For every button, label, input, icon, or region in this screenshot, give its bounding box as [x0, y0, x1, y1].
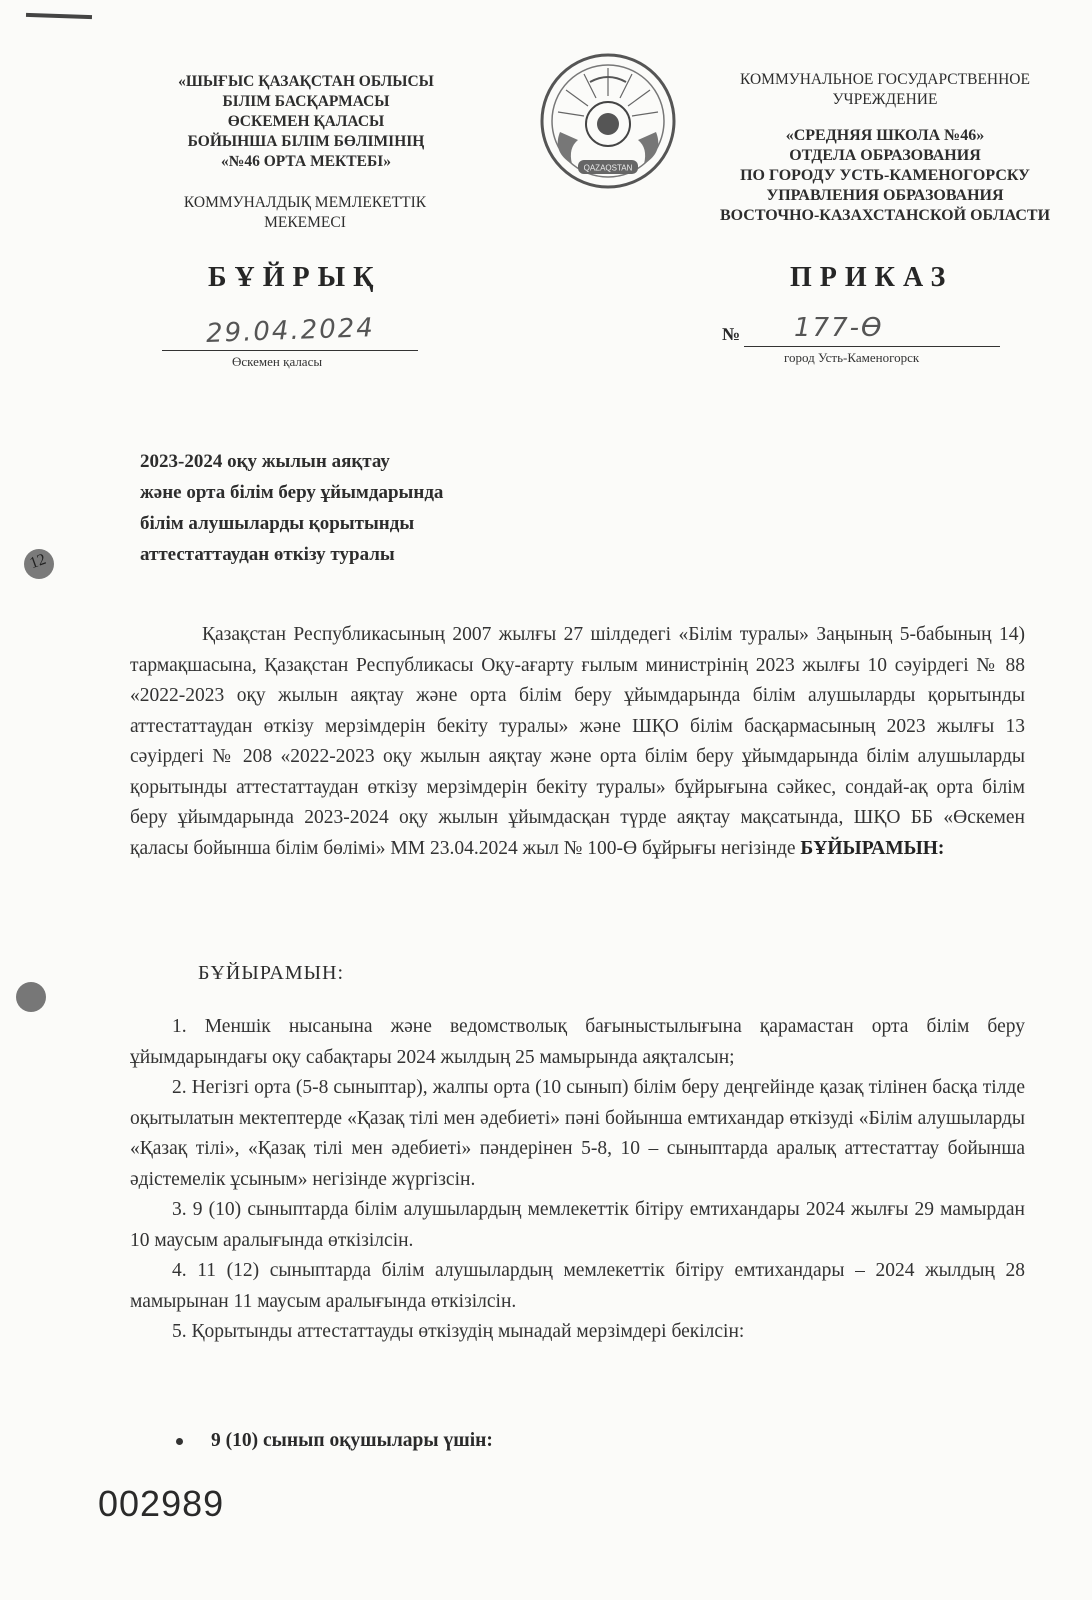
number-label: № — [722, 324, 741, 344]
number-underline — [744, 346, 1000, 347]
order-item: 1. Меншік нысанына және ведомстволық бағыныстылығына қарамастан орта білім беру ұйымдарындағы оқу сабақтары 2024 жылдың 25 мамырында аяқталсын; — [130, 1016, 1025, 1068]
order-item: 4. 11 (12) сыныптарда білім алушылардың мемлекеттік бітіру емтихандары – 2024 жылдың 28 мамырынан 11 маусым аралығында өткізілсін. — [130, 1260, 1025, 1312]
bullet-item — [176, 1430, 493, 1452]
state-emblem-icon — [538, 52, 678, 190]
order-items — [130, 1012, 1025, 1348]
order-heading: БҰЙЫРАМЫН: — [198, 962, 345, 984]
org-kz-line: «№46 ОРТА МЕКТЕБІ» — [221, 153, 391, 170]
order-subject — [140, 446, 600, 570]
handwritten-number: 177-Ө — [794, 313, 884, 343]
subject-line: 2023-2024 оқу жылын аяқтау — [140, 451, 390, 472]
punch-hole — [24, 549, 54, 579]
org-ru-line: ОТДЕЛА ОБРАЗОВАНИЯ — [789, 147, 981, 164]
org-ru-line: УПРАВЛЕНИЯ ОБРАЗОВАНИЯ — [766, 187, 1004, 204]
org-kz-line: «ШЫҒЫС ҚАЗАҚСТАН ОБЛЫСЫ — [178, 73, 434, 90]
serial-number: 002989 — [98, 1483, 225, 1524]
punch-hole — [16, 982, 46, 1012]
doc-type-ru: ПРИКАЗ — [790, 262, 954, 293]
org-type-ru — [700, 70, 1070, 110]
doc-type-kz: БҰЙРЫҚ — [208, 262, 382, 293]
org-name-ru — [680, 126, 1090, 226]
org-ru-line: ВОСТОЧНО-КАЗАХСТАНСКОЙ ОБЛАСТИ — [719, 207, 1051, 224]
org-type-kz-line: КОММУНАЛДЫҚ МЕМЛЕКЕТТІК — [183, 194, 427, 211]
subject-line: білім алушыларды қорытынды — [140, 513, 415, 534]
corner-scan-mark — [26, 13, 92, 19]
bullet-text: 9 (10) сынып оқушылары үшін: — [211, 1430, 493, 1451]
org-name-kz — [120, 72, 492, 172]
order-item: 3. 9 (10) сыныптарда білім алушылардың мемлекеттік бітіру емтихандары 2024 жылғы 29 мамырдан 10 маусым аралығында өткізілсін. — [130, 1199, 1025, 1251]
subject-line: аттестаттаудан өткізу туралы — [140, 544, 395, 565]
handwritten-date: 29.04.2024 — [205, 313, 376, 349]
date-underline — [162, 350, 418, 351]
order-item: 2. Негізгі орта (5-8 сыныптар), жалпы орта (10 сынып) білім беру деңгейінде қазақ тілінен басқа тілде оқытылатын мектептерде «Қазақ тілі мен әдебиеті» пәні бойынша емтихандар өткізуді «Білім алушыларды «Қазақ тілі», «Қазақ тілі мен әдебиеті» пәндерінен 5-8, 10 – сыныптарда аралық аттестаттау бойынша әдістемелік ұсыным» негізінде жүргізсін. — [130, 1077, 1025, 1190]
org-type-kz — [140, 193, 470, 233]
preamble-text: Қазақстан Республикасының 2007 жылғы 27 шілдедегі «Білім туралы» Заңының 5-бабының 14) тармақшасына, Қазақстан Республикасы Оқу-ағарту ғылым министрінің 2023 жылғы 10 сәуірдегі № 88 «2022-2023 оқу жылын аяқтау және орта білім беру ұйымдарында білім алушыларды қорытынды аттестаттаудан өткізу мерзімдерін бекіту туралы» және ШҚО білім басқармасының 2023 жылғы 13 сәуірдегі № 208 «2022-2023 оқу жылын аяқтау және орта білім беру ұйымдарында білім алушыларды қорытынды аттестаттаудан өткізу мерзімдерін бекіту туралы» бұйрығына сәйкес, сондай-ақ орта білім беру ұйымдарында 2023-2024 оқу жылын ұйымдасқан түрде аяқтау мақсатында, ШҚО ББ «Өскемен қаласы бойынша білім бөлімі» ММ 23.04.2024 жыл № 100-Ө бұйрығы негізінде — [130, 624, 1025, 859]
order-item: 5. Қорытынды аттестаттауды өткізудің мынадай мерзімдері бекілсін: — [172, 1321, 745, 1342]
org-ru-line: ПО ГОРОДУ УСТЬ-КАМЕНОГОРСКУ — [740, 167, 1030, 184]
org-kz-line: БОЙЫНША БІЛІМ БӨЛІМІНІҢ — [187, 133, 425, 150]
punch-mark: 12 — [27, 550, 49, 573]
org-type-kz-line: МЕКЕМЕСІ — [264, 214, 346, 231]
bullet-dot-icon — [176, 1438, 183, 1445]
place-ru: город Усть-Каменогорск — [784, 350, 920, 365]
place-kz: Өскемен қаласы — [232, 354, 323, 369]
org-type-ru-line: УЧРЕЖДЕНИЕ — [832, 91, 938, 108]
preamble-emphasis: БҰЙЫРАМЫН: — [800, 837, 945, 859]
emblem-label: QAZAQSTAN — [583, 163, 633, 173]
org-kz-line: БІЛІМ БАСҚАРМАСЫ — [222, 93, 390, 110]
org-kz-line: ӨСКЕМЕН ҚАЛАСЫ — [227, 113, 385, 130]
org-ru-line: «СРЕДНЯЯ ШКОЛА №46» — [785, 127, 985, 144]
preamble-paragraph — [130, 620, 1025, 864]
subject-line: және орта білім беру ұйымдарында — [140, 482, 444, 503]
org-type-ru-line: КОММУНАЛЬНОЕ ГОСУДАРСТВЕННОЕ — [740, 71, 1030, 88]
